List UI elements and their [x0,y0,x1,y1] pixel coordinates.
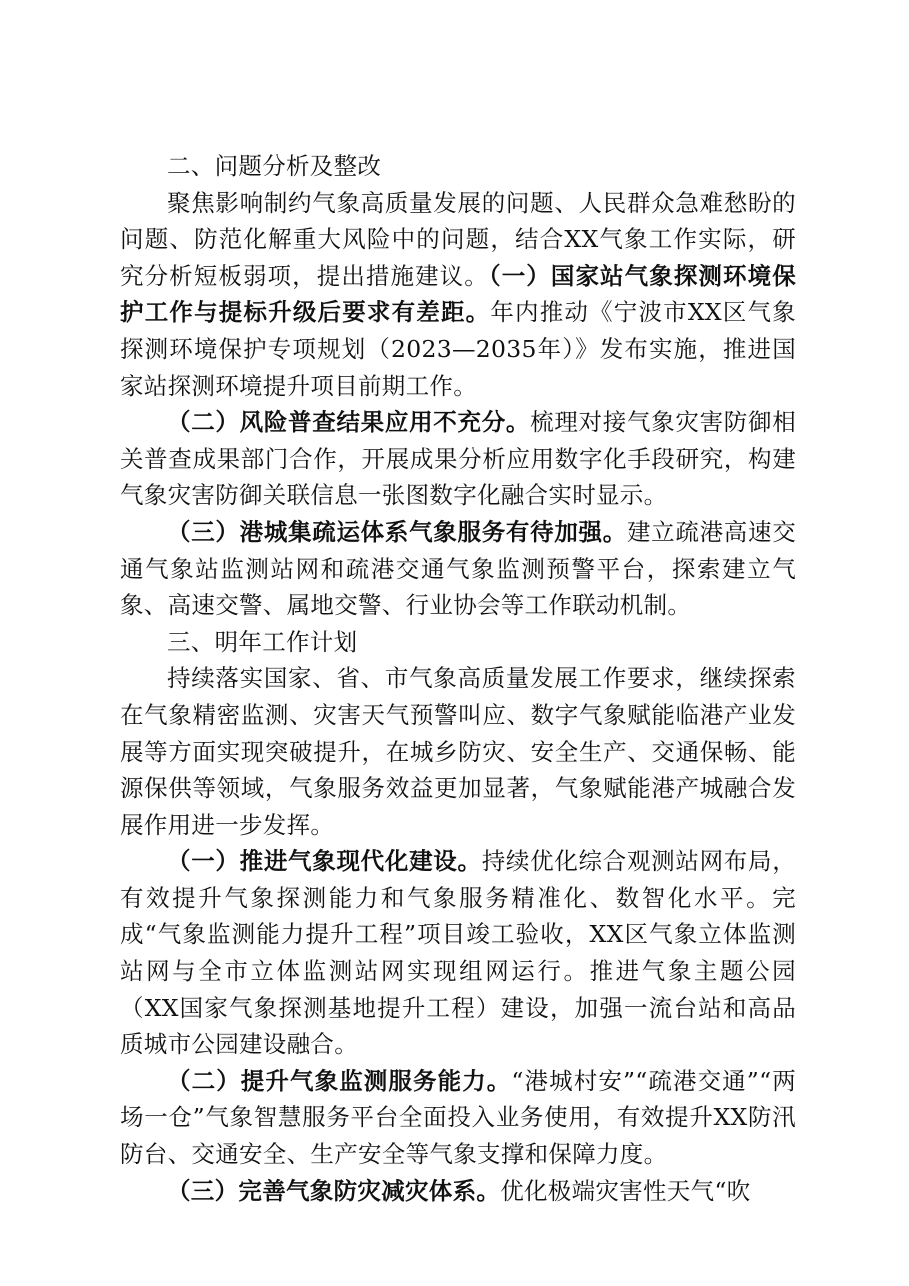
section-heading-analysis: 二、问题分析及整改 [167,152,382,180]
paragraph-text: 梳理对接气象灾害防御相关普查成果部门合作，开展成果分析应用数字化手段研究，构建气象灾害防御关联信息一张图数字化融合实时显示。 [120,408,796,510]
paragraph-bold-lead: （一）国家站气象探测环境保护工作与提标升级后要求有差距。 [120,261,796,327]
paragraph-bold-lead: （三）港城集疏运体系气象服务有待加强。 [167,517,627,546]
paragraph-text: 持续落实国家、省、市气象高质量发展工作要求，继续探索在气象精密监测、灾害天气预警叫应、数字气象赋能临港产业发展等方面实现突破提升，在城乡防灾、安全生产、交通保畅、能源保供等领域，气象服务效益更加显著，气象赋能港产城融合发展作用进一步发挥。 [120,664,796,839]
paragraph-bold-lead: （二）提升气象监测服务能力。 [167,1066,512,1095]
section-heading-plan: 三、明年工作计划 [167,627,358,656]
paragraph-plan-item-3 [120,1173,796,1210]
document-body [120,148,796,1209]
paragraph-bold-lead: （二）风险普查结果应用不充分。 [167,408,531,437]
paragraph-analysis-item-2 [120,404,796,514]
paragraph-text: 持续优化综合观测站网布局，有效提升气象探测能力和气象服务精准化、数智化水平。完成“气象监测能力提升工程”项目竣工验收，XX区气象立体监测站网与全市立体监测站网实现组网运行。推进气象主题公园（XX国家气象探测基地提升工程）建设，加强一流台站和高品质城市公园建设融合。 [120,847,796,1059]
paragraph-bold-lead: （三）完善气象防灾减灾体系。 [167,1176,501,1205]
paragraph-analysis-item-3 [120,514,796,624]
paragraph-plan-item-2 [120,1063,796,1173]
paragraph-text: 聚焦影响制约气象高质量发展的问题、人民群众急难愁盼的问题、防范化解重大风险中的问题，结合XX气象工作实际，研究分析短板弱项，提出措施建议。 [120,188,796,290]
paragraph-bold-lead: （一）推进气象现代化建设。 [167,847,482,876]
paragraph-text: 建立疏港高速交通气象站监测站网和疏港交通气象监测预警平台，探索建立气象、高速交警、属地交警、行业协会等工作联动机制。 [120,517,796,620]
paragraph-analysis-intro [120,185,796,405]
paragraph-text: 年内推动《宁波市XX区气象探测环境保护专项规划（2023—2035年）》发布实施，推进国家站探测环境提升项目前期工作。 [120,298,796,400]
paragraph-text: 优化极端灾害性天气“吹 [500,1176,751,1205]
paragraph-plan-item-1 [120,843,796,1063]
paragraph-plan-intro [120,660,796,843]
paragraph-text: “港城村安”“疏港交通”“两场一仓”气象智慧服务平台全面投入业务使用，有效提升XX防汛防台、交通安全、生产安全等气象支撑和保障力度。 [120,1066,796,1169]
